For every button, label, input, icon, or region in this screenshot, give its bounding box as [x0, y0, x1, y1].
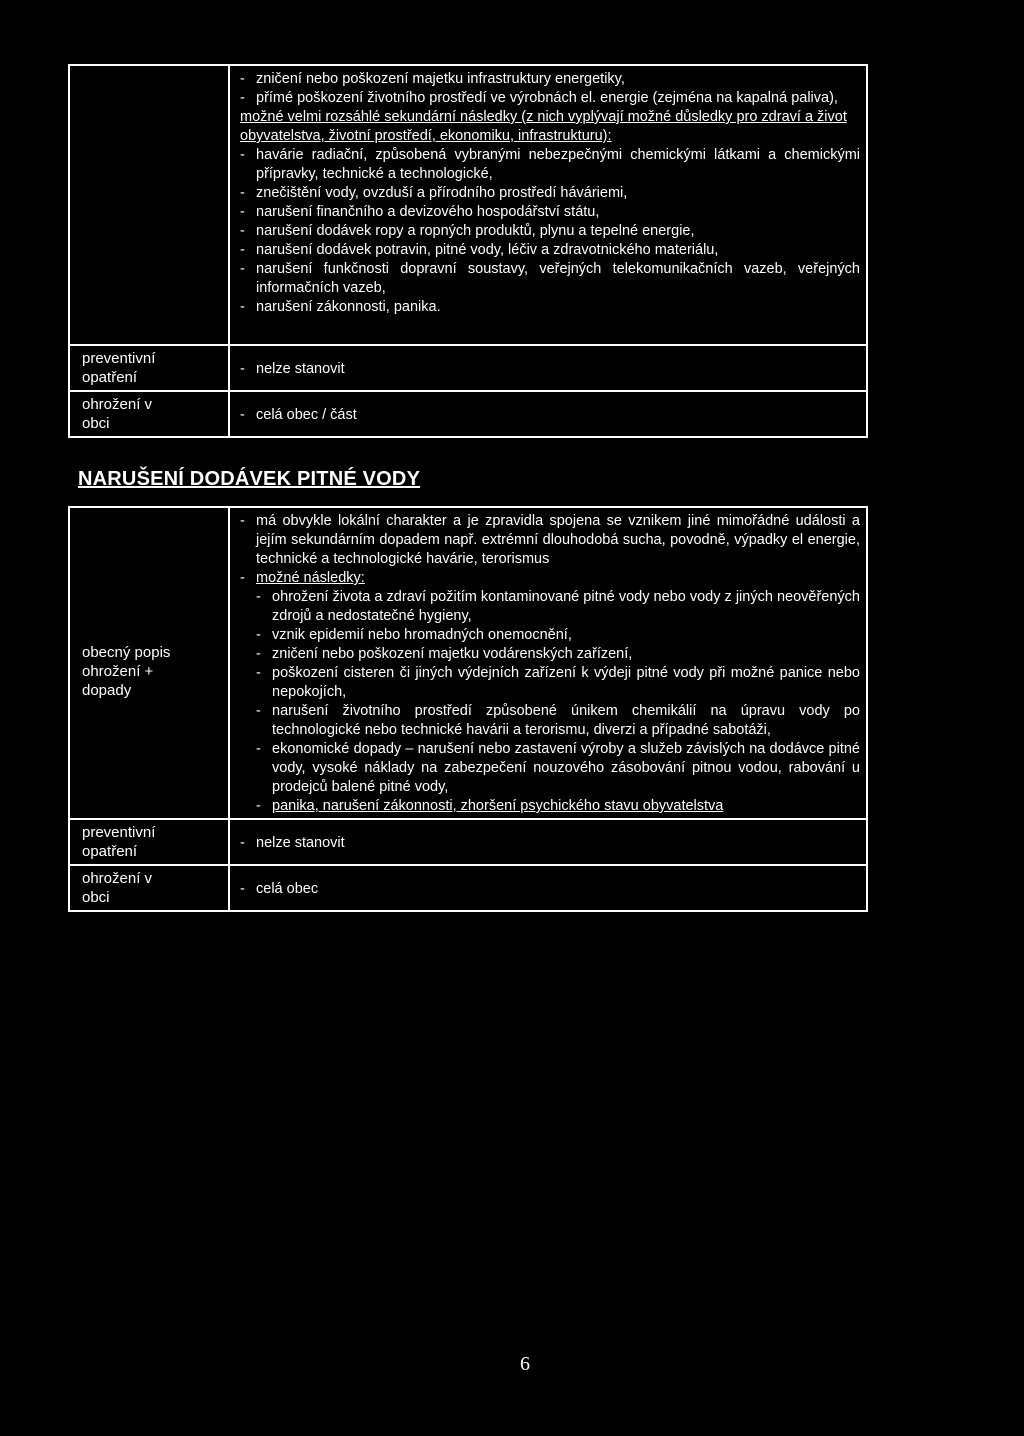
table-row: [69, 391, 867, 437]
list-item: - narušení životního prostředí způsobené únikem chemikálií na úpravu vody po technologické nebo technické havárii a terorismu, diverzi a případné sabotáži,: [256, 703, 860, 738]
list-item: - ekonomické dopady – narušení nebo zastavení výroby a služeb závislých na dodávce pitné vody, vysoké náklady na zabezpečení nouzového zásobování pitnou vodou, rabování u prodejců balené pitné vody,: [256, 741, 860, 795]
table-row: [69, 819, 867, 865]
list-item: - poškození cisteren či jiných výdejních zařízení k výdeji pitné vody při možné panice nebo nepokojích,: [256, 665, 860, 700]
list-item: - panika, narušení zákonnosti, zhoršení psychického stavu obyvatelstva: [256, 797, 860, 816]
list-item: - přímé poškození životního prostředí ve výrobnách el. energie (zejména na kapalná paliva),: [240, 89, 860, 108]
page-number: 6: [520, 1353, 530, 1375]
threat-value-cell: - celá obec: [229, 865, 867, 911]
threat-value: celá obec: [256, 880, 319, 897]
preventive-value: nelze stanovit: [256, 360, 345, 377]
preventive-label: preventivní opatření: [69, 819, 229, 865]
secondary-item-text: narušení funkčnosti dopravní soustavy, veřejných telekomunikačních vazeb, veřejných informačních vazeb,: [256, 261, 860, 296]
table-row: [69, 345, 867, 391]
list-item: - ohrožení života a zdraví požitím kontaminované pitné vody nebo vody z jiných neověřených zdrojů a nedostatečné hygieny,: [256, 589, 860, 624]
impact-text: zničení nebo poškození majetku infrastruktury energetiky,: [256, 71, 625, 87]
secondary-item-text: znečištění vody, ovzduší a přírodního prostředí háváriemi,: [256, 185, 628, 201]
section-title: NARUŠENÍ DODÁVEK PITNÉ VODY: [78, 468, 421, 490]
secondary-item-text: narušení finančního a devizového hospodářství státu,: [256, 204, 600, 220]
consequence-text: vznik epidemií nebo hromadných onemocnění,: [272, 627, 572, 643]
consequence-text: narušení životního prostředí způsobené únikem chemikálií na úpravu vody po technologické nebo technické havárii a terorismu, diverzi a případné sabotáži,: [272, 703, 860, 738]
threat-value: celá obec / část: [256, 406, 357, 423]
secondary-consequences-heading: možné velmi rozsáhlé sekundární následky (z nich vyplývají možné důsledky pro zdraví a život obyvatelstva, životní prostředí, ekonomiku, infrastrukturu):: [240, 109, 847, 144]
consequence-text: zničení nebo poškození majetku vodárenských zařízení,: [272, 646, 633, 662]
list-item: - možné následky:: [240, 570, 365, 586]
table-row: [69, 65, 867, 345]
consequence-text: panika, narušení zákonnosti, zhoršení psychického stavu obyvatelstva: [272, 798, 724, 814]
description-label: obecný popis ohrožení + dopady: [69, 507, 229, 819]
list-item: - má obvykle lokální charakter a je zpravidla spojena se vznikem jiné mimořádné události a jejím sekundárním dopadem např. extrémní dlouhodobá sucha, povodně, výpadky el energie, technické a technologické havárie, terorismus: [240, 513, 860, 567]
consequence-text: ekonomické dopady – narušení nebo zastavení výroby a služeb závislých na dodávce pitné vody, vysoké náklady na zabezpečení nouzového zásobování pitnou vodou, rabování u prodejců balené pitné vody,: [272, 741, 860, 795]
description-cell: [229, 507, 867, 819]
list-item: - zničení nebo poškození majetku vodárenských zařízení,: [256, 645, 860, 664]
secondary-item-text: narušení dodávek ropy a ropných produktů, plynu a tepelné energie,: [256, 223, 695, 239]
list-item: - narušení zákonnosti, panika.: [240, 298, 860, 317]
list-item: - vznik epidemií nebo hromadných onemocnění,: [256, 626, 860, 645]
preventive-label: preventivní opatření: [69, 345, 229, 391]
impact-text: přímé poškození životního prostředí ve výrobnách el. energie (zejména na kapalná paliva),: [256, 90, 838, 106]
preventive-value: nelze stanovit: [256, 834, 345, 851]
impacts-cell: [229, 65, 867, 345]
threat-label: ohrožení v obci: [69, 391, 229, 437]
label-cell-empty: [69, 65, 229, 345]
list-item: - zničení nebo poškození majetku infrastruktury energetiky,: [240, 70, 860, 89]
consequences-heading: možné následky:: [256, 570, 365, 586]
risk-table-water-supply: [68, 506, 868, 912]
list-item: - znečištění vody, ovzduší a přírodního prostředí háváriemi,: [240, 184, 860, 203]
list-item: - narušení finančního a devizového hospodářství státu,: [240, 203, 860, 222]
threat-label: ohrožení v obci: [69, 865, 229, 911]
secondary-item-text: narušení dodávek potravin, pitné vody, léčiv a zdravotnického materiálu,: [256, 242, 719, 258]
list-item: - havárie radiační, způsobená vybranými nebezpečnými chemickými látkami a chemickými přípravky, technické a technologické,: [240, 147, 860, 182]
preventive-value-cell: - nelze stanovit: [229, 345, 867, 391]
description-text: má obvykle lokální charakter a je zpravidla spojena se vznikem jiné mimořádné události a jejím sekundárním dopadem např. extrémní dlouhodobá sucha, povodně, výpadky el energie, technické a technologické havárie, terorismus: [256, 513, 860, 567]
risk-table-energy-continued: [68, 64, 868, 438]
list-item: - narušení funkčnosti dopravní soustavy, veřejných telekomunikačních vazeb, veřejných informačních vazeb,: [240, 261, 860, 296]
preventive-value-cell: - nelze stanovit: [229, 819, 867, 865]
secondary-item-text: havárie radiační, způsobená vybranými nebezpečnými chemickými látkami a chemickými přípravky, technické a technologické,: [256, 147, 860, 182]
list-item: - narušení dodávek ropy a ropných produktů, plynu a tepelné energie,: [240, 222, 860, 241]
table-row: [69, 865, 867, 911]
consequence-text: poškození cisteren či jiných výdejních zařízení k výdeji pitné vody při možné panice nebo nepokojích,: [272, 665, 860, 700]
consequence-text: ohrožení života a zdraví požitím kontaminované pitné vody nebo vody z jiných neověřených zdrojů a nedostatečné hygieny,: [272, 589, 860, 624]
table-row: [69, 507, 867, 819]
secondary-item-text: narušení zákonnosti, panika.: [256, 299, 441, 315]
threat-value-cell: - celá obec / část: [229, 391, 867, 437]
list-item: - narušení dodávek potravin, pitné vody, léčiv a zdravotnického materiálu,: [240, 241, 860, 260]
